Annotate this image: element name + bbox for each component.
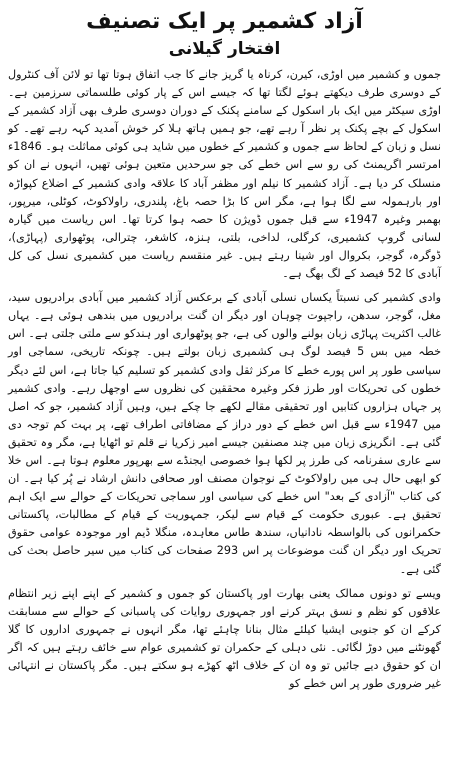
article-paragraph-1: جموں و کشمیر میں اوڑی، کیرن، کرناہ یا گریز جانے کا جب اتفاق ہوتا تھا تو لائن آف کنٹرول کے دوسری طرف دیکھتے ہوئے لگتا تھا کہ جیسے اس کے پار کوئی طلسماتی سرزمین ہے۔ اوڑی سیکٹر میں ایک بار اسکول کے سامنے پکنک کے دوران دوسری طرف بھی آزاد کشمیر کے اسکول کے بچے پکنک پر نظر آ رہے تھے، جو ہمیں ہاتھ ہلا کر خوش آمدید کہہ رہے تھے۔ کو نسل و زبان کے لحاظ سے جموں و کشمیر کے خطوں میں شاید ہی کوئی مماثلت ہو۔ 1846ء امرتسر اگریمنٹ کی رو سے اس خطے کی جو سرحدیں متعین ہوئی تھیں، انہوں نے ان کو منسلک کر دیا ہے۔ آزاد کشمیر کا نیلم اور مظفر آباد کا علاقہ وادی کشمیر کے اضلاع کپواڑہ اور بارہمولہ سے لگا ہوا ہے، مگر اس کا بڑا حصہ باغ، پلندری، راولاکوٹ، کوٹلی، میرپور، بھمبر وغیرہ 1947ء سے قبل جموں ڈویژن کا حصہ ہوا کرتا تھا۔ اس ریاست میں گیارہ لسانی گروپ کشمیری، کرگلی، لداخی، بلتی، ہنزہ، کاشغر، چترالی، پوٹھواری (پہاڑی)، ڈوگرہ، گوجر، بکروال اور شینا رہتے ہیں۔ غیر منقسم ریاست میں کشمیری نسل کی کل آبادی کا 52 فیصد کے لگ بھگ ہے۔: [8, 68, 441, 281]
article-headline: آزاد کشمیر پر ایک تصنیف: [86, 9, 363, 34]
article-paragraph-2: وادی کشمیر کی نسبتاً یکساں نسلی آبادی کے برعکس آزاد کشمیر میں آبادی برادریوں سید، مغل، گوجر، سدھن، راجپوت چوہان اور دیگر ان گنت برادریوں میں بندھی ہوئی ہے۔ یہاں غالب اکثریت پہاڑی زبان بولنے والوں کی ہے، جو پوٹھواری اور ہندکو سے ملتی جلتی ہے۔ اس خطہ میں بس 5 فیصد لوگ ہی کشمیری زبان بولتے ہیں۔ چونکہ تاریخی، سماجی اور سیاسی طور پر اس پورے خطے کا مرکز ثقل وادی کشمیر کو تسلیم کیا جاتا ہے، اس لئے دیگر خطوں کی تحریکات اور طرز فکر وغیرہ محققین کی نظروں سے اوجھل رہے۔ وادی کشمیر پر جہاں ہزاروں کتابیں اور تحقیقی مقالے لکھے جا چکے ہیں، وہیں آزاد کشمیر، جو کہ اصل میں 1947ء سے قبل اس خطے کے دور دراز کے مضافاتی اطراف تھے، پر بہت کم توجہ دی گئی ہے۔ انگریزی زبان میں چند مصنفین جیسے امیر زکریا نے قلم تو اٹھایا ہے، مگر وہ تحقیق سے عاری سفرنامہ کی طرز پر لکھا ہوا خصوصی ایجنڈے سے بھرپور معلوم ہوتا ہے۔ اس خلا کو ابھی حال ہی میں راولاکوٹ کے نوجوان مصنف اور صحافی دانش ارشاد نے پُر کیا ہے۔ ان کی کتاب "آزادی کے بعد" اس خطے کی سیاسی اور سماجی تحریکات کے حوالے سے ایک اہم تحقیق ہے۔ عبوری حکومت کے قیام سے لیکر، جمہوریت کے قیام کے مطالبات، پاکستانی حکمرانوں کی بالواسطہ نادانیاں، سندھ طاس معاہدہ، منگلا ڈیم اور موجودہ عوامی حقوق تحریک اور دیگر ان گنت موضوعات پر اس 293 صفحات کی کتاب میں سیر حاصل بحث کی گئی ہے۔: [8, 291, 441, 576]
article-body: [8, 66, 441, 693]
article-paragraph-3: ویسے تو دونوں ممالک یعنی بھارت اور پاکستان کو جموں و کشمیر کے اپنے اپنے زیر انتظام علاقوں کو نظم و نسق بہتر کرنے اور جمہوری روایات کی پاسبانی کے حوالے سے مسابقت کرکے ان کو جنوبی ایشیا کیلئے مثال بنانا چاہئے تھا، مگر انہوں نے جمہوری اداروں کا گلا گھونٹنے میں دوڑ لگائی۔ نئی دہلی کے حکمران تو کشمیری عوام سے خائف رہتے ہیں کہ اگر ان کو حقوق دیے جائیں تو وہ ان کے خلاف اٹھ کھڑے ہو سکتے ہیں۔ مگر پاکستان نے انتہائی غیر ضروری طور پر اس خطے کو: [8, 586, 441, 691]
author-byline: افتخار گیلانی: [168, 39, 281, 59]
